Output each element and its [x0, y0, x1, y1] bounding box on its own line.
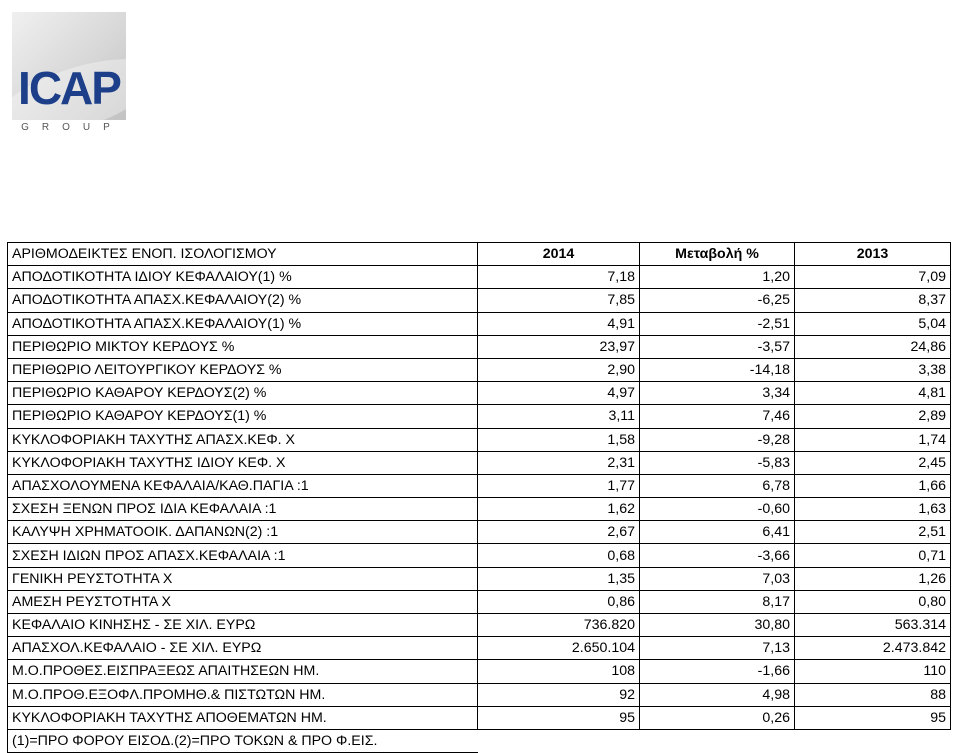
table-row	[8, 335, 951, 358]
value-2014: 2,31	[478, 451, 640, 474]
header-change: Μεταβολή %	[640, 243, 795, 266]
table-row	[8, 358, 951, 381]
header-2013: 2013	[795, 243, 951, 266]
value-2014: 1,35	[478, 567, 640, 590]
table-row	[8, 544, 951, 567]
value-change: -2,51	[640, 312, 795, 335]
footnote-filler	[478, 729, 951, 752]
value-2013: 2,51	[795, 521, 951, 544]
value-2014: 2,67	[478, 521, 640, 544]
balance-sheet-ratios-table	[7, 242, 951, 753]
value-2014: 4,97	[478, 382, 640, 405]
value-change: -3,57	[640, 335, 795, 358]
value-2014: 1,62	[478, 498, 640, 521]
value-2014: 0,68	[478, 544, 640, 567]
table-row	[8, 567, 951, 590]
value-2014: 4,91	[478, 312, 640, 335]
value-2013: 0,80	[795, 590, 951, 613]
table-row	[8, 405, 951, 428]
table-row	[8, 474, 951, 497]
row-label: Μ.Ο.ΠΡΟΘ.ΕΞΟΦΛ.ΠΡΟΜΗΘ.& ΠΙΣΤΩΤΩΝ ΗΜ.	[8, 683, 478, 706]
value-2013: 563.314	[795, 614, 951, 637]
header-label: ΑΡΙΘΜΟΔΕΙΚΤΕΣ ΕΝΟΠ. ΙΣΟΛΟΓΙΣΜΟΥ	[8, 243, 478, 266]
value-change: 3,34	[640, 382, 795, 405]
value-change: -3,66	[640, 544, 795, 567]
value-change: 30,80	[640, 614, 795, 637]
table-row	[8, 451, 951, 474]
row-label: ΑΠΟΔΟΤΙΚΟΤΗΤΑ ΑΠΑΣΧ.ΚΕΦΑΛΑΙΟΥ(2) %	[8, 289, 478, 312]
table-row	[8, 683, 951, 706]
value-2014: 736.820	[478, 614, 640, 637]
value-2014: 2,90	[478, 358, 640, 381]
header-2014: 2014	[478, 243, 640, 266]
row-label: ΓΕΝΙΚΗ ΡΕΥΣΤΟΤΗΤΑ Χ	[8, 567, 478, 590]
table-row	[8, 312, 951, 335]
footnote-row	[8, 729, 951, 752]
logo-subtitle: GROUP	[21, 122, 123, 133]
value-2013: 88	[795, 683, 951, 706]
row-label: ΚΥΚΛΟΦΟΡΙΑΚΗ ΤΑΧΥΤΗΣ ΑΠΑΣΧ.ΚΕΦ. Χ	[8, 428, 478, 451]
row-label: ΠΕΡΙΘΩΡΙΟ ΚΑΘΑΡΟΥ ΚΕΡΔΟΥΣ(2) %	[8, 382, 478, 405]
value-change: -1,66	[640, 660, 795, 683]
value-2013: 1,26	[795, 567, 951, 590]
table-header-row	[8, 243, 951, 266]
footnote: (1)=ΠΡΟ ΦΟΡΟΥ ΕΙΣΟΔ.(2)=ΠΡΟ ΤΟΚΩΝ & ΠΡΟ Φ.ΕΙΣ.	[8, 729, 478, 752]
table-row	[8, 266, 951, 289]
value-change: 8,17	[640, 590, 795, 613]
table-row	[8, 614, 951, 637]
value-change: 4,98	[640, 683, 795, 706]
value-2014: 7,85	[478, 289, 640, 312]
row-label: ΠΕΡΙΘΩΡΙΟ ΚΑΘΑΡΟΥ ΚΕΡΔΟΥΣ(1) %	[8, 405, 478, 428]
row-label: ΚΥΚΛΟΦΟΡΙΑΚΗ ΤΑΧΥΤΗΣ ΑΠΟΘΕΜΑΤΩΝ ΗΜ.	[8, 706, 478, 729]
row-label: ΑΠΑΣΧΟΛ.ΚΕΦΑΛΑΙΟ - ΣΕ ΧΙΛ. ΕΥΡΩ	[8, 637, 478, 660]
table-row	[8, 289, 951, 312]
table-row	[8, 660, 951, 683]
row-label: ΣΧΕΣΗ ΙΔΙΩΝ ΠΡΟΣ ΑΠΑΣΧ.ΚΕΦΑΛΑΙΑ :1	[8, 544, 478, 567]
value-2013: 2,89	[795, 405, 951, 428]
row-label: Μ.Ο.ΠΡΟΘΕΣ.ΕΙΣΠΡΑΞΕΩΣ ΑΠΑΙΤΗΣΕΩΝ ΗΜ.	[8, 660, 478, 683]
row-label: ΚΕΦΑΛΑΙΟ ΚΙΝΗΣΗΣ - ΣΕ ΧΙΛ. ΕΥΡΩ	[8, 614, 478, 637]
table-row	[8, 590, 951, 613]
value-change: 0,26	[640, 706, 795, 729]
value-change: -14,18	[640, 358, 795, 381]
value-change: -9,28	[640, 428, 795, 451]
value-change: -5,83	[640, 451, 795, 474]
value-change: 7,13	[640, 637, 795, 660]
value-change: -6,25	[640, 289, 795, 312]
value-2013: 2,45	[795, 451, 951, 474]
value-2013: 3,38	[795, 358, 951, 381]
value-2013: 110	[795, 660, 951, 683]
value-change: 6,78	[640, 474, 795, 497]
value-2013: 1,66	[795, 474, 951, 497]
row-label: ΣΧΕΣΗ ΞΕΝΩΝ ΠΡΟΣ ΙΔΙΑ ΚΕΦΑΛΑΙΑ :1	[8, 498, 478, 521]
value-2013: 24,86	[795, 335, 951, 358]
logo-box	[12, 12, 126, 120]
row-label: ΠΕΡΙΘΩΡΙΟ ΛΕΙΤΟΥΡΓΙΚΟΥ ΚΕΡΔΟΥΣ %	[8, 358, 478, 381]
value-2014: 23,97	[478, 335, 640, 358]
logo-text: ICAP	[18, 62, 120, 114]
value-2013: 7,09	[795, 266, 951, 289]
table-row	[8, 706, 951, 729]
value-2014: 1,77	[478, 474, 640, 497]
value-2014: 92	[478, 683, 640, 706]
icap-group-logo	[12, 12, 126, 134]
value-2013: 95	[795, 706, 951, 729]
row-label: ΚΑΛΥΨΗ ΧΡΗΜΑΤΟΟΙΚ. ΔΑΠΑΝΩΝ(2) :1	[8, 521, 478, 544]
value-2014: 7,18	[478, 266, 640, 289]
value-2014: 2.650.104	[478, 637, 640, 660]
value-change: 6,41	[640, 521, 795, 544]
value-change: 1,20	[640, 266, 795, 289]
value-2013: 5,04	[795, 312, 951, 335]
value-2013: 8,37	[795, 289, 951, 312]
value-2013: 0,71	[795, 544, 951, 567]
value-2014: 1,58	[478, 428, 640, 451]
value-2013: 1,63	[795, 498, 951, 521]
row-label: ΑΠΟΔΟΤΙΚΟΤΗΤΑ ΙΔΙΟΥ ΚΕΦΑΛΑΙΟΥ(1) %	[8, 266, 478, 289]
row-label: ΚΥΚΛΟΦΟΡΙΑΚΗ ΤΑΧΥΤΗΣ ΙΔΙΟΥ ΚΕΦ. Χ	[8, 451, 478, 474]
table-row	[8, 382, 951, 405]
value-2014: 0,86	[478, 590, 640, 613]
value-change: 7,46	[640, 405, 795, 428]
row-label: ΑΠΑΣΧΟΛΟΥΜΕΝΑ ΚΕΦΑΛΑΙΑ/ΚΑΘ.ΠΑΓΙΑ :1	[8, 474, 478, 497]
value-2014: 95	[478, 706, 640, 729]
table-row	[8, 428, 951, 451]
value-2013: 4,81	[795, 382, 951, 405]
value-2014: 108	[478, 660, 640, 683]
row-label: ΑΜΕΣΗ ΡΕΥΣΤΟΤΗΤΑ Χ	[8, 590, 478, 613]
table-row	[8, 521, 951, 544]
row-label: ΑΠΟΔΟΤΙΚΟΤΗΤΑ ΑΠΑΣΧ.ΚΕΦΑΛΑΙΟΥ(1) %	[8, 312, 478, 335]
table-row	[8, 498, 951, 521]
value-2013: 2.473.842	[795, 637, 951, 660]
row-label: ΠΕΡΙΘΩΡΙΟ ΜΙΚΤΟΥ ΚΕΡΔΟΥΣ %	[8, 335, 478, 358]
value-2013: 1,74	[795, 428, 951, 451]
value-change: -0,60	[640, 498, 795, 521]
table-row	[8, 637, 951, 660]
value-2014: 3,11	[478, 405, 640, 428]
value-change: 7,03	[640, 567, 795, 590]
